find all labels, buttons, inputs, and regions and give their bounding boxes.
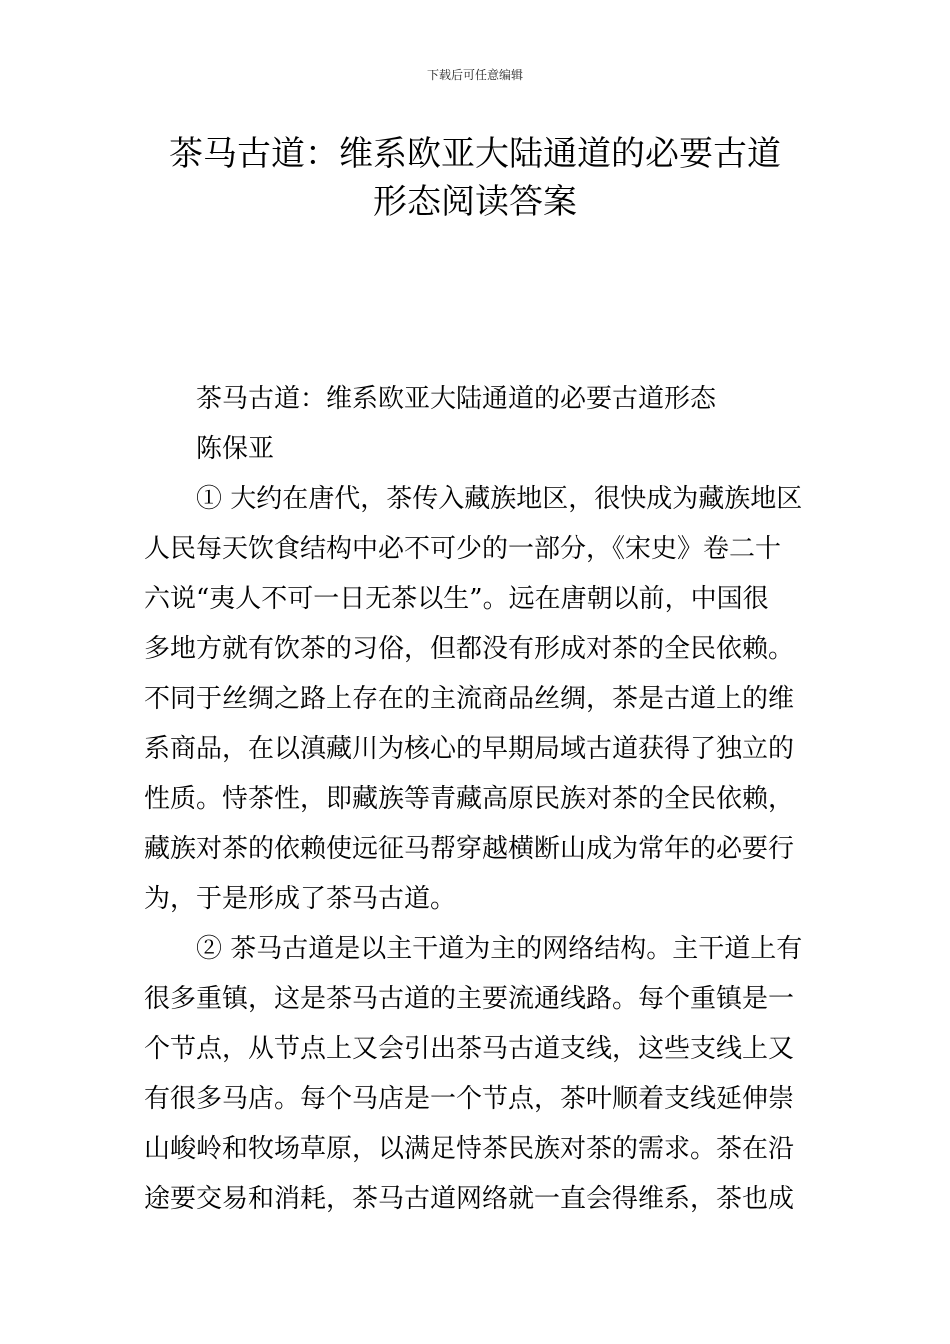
- page-title-line-2: 形态阅读答案: [373, 182, 577, 222]
- article-author: 陈保亚: [196, 434, 275, 464]
- paragraph-line: 系商品，在以滇藏川为核心的早期局域古道获得了独立的: [144, 734, 795, 764]
- paragraph-line: 性质。恃茶性，即藏族等青藏高原民族对茶的全民依赖，: [144, 784, 795, 814]
- paragraph-line: 藏族对茶的依赖使远征马帮穿越横断山成为常年的必要行: [144, 834, 795, 864]
- paragraph-line: ① 大约在唐代，茶传入藏族地区，很快成为藏族地区: [196, 484, 803, 514]
- paragraph-line: 为，于是形成了茶马古道。: [144, 884, 457, 914]
- paragraph-line: 多地方就有饮茶的习俗，但都没有形成对茶的全民依赖。: [144, 634, 795, 664]
- paragraph-line: 不同于丝绸之路上存在的主流商品丝绸，茶是古道上的维: [144, 684, 795, 714]
- article-subtitle: 茶马古道：维系欧亚大陆通道的必要古道形态: [196, 384, 717, 414]
- paragraph-line: ② 茶马古道是以主干道为主的网络结构。主干道上有: [196, 934, 803, 964]
- paragraph-line: 人民每天饮食结构中必不可少的一部分，《宋史》卷二十: [144, 534, 782, 564]
- paragraph-line: 个节点，从节点上又会引出茶马古道支线，这些支线上又: [144, 1034, 795, 1064]
- paragraph-line: 有很多马店。每个马店是一个节点，茶叶顺着支线延伸崇: [144, 1084, 795, 1114]
- paragraph-line: 很多重镇，这是茶马古道的主要流通线路。每个重镇是一: [144, 984, 795, 1014]
- page-title-line-1: 茶马古道：维系欧亚大陆通道的必要古道: [169, 134, 781, 174]
- paragraph-line: 六说“夷人不可一日无茶以生”。远在唐朝以前，中国很: [144, 584, 769, 614]
- header-note: 下载后可任意编辑: [426, 68, 523, 82]
- paragraph-line: 途要交易和消耗，茶马古道网络就一直会得维系，茶也成: [144, 1184, 795, 1214]
- paragraph-line: 山峻岭和牧场草原，以满足恃茶民族对茶的需求。茶在沿: [144, 1134, 795, 1164]
